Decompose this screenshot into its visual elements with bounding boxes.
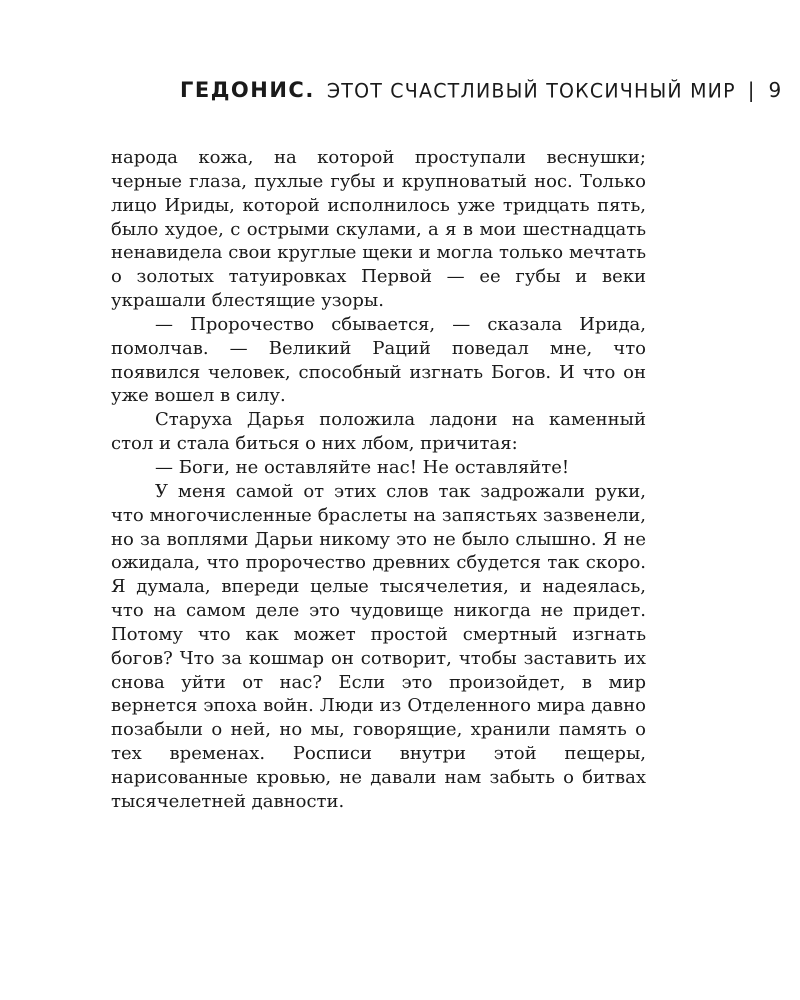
paragraph: У меня самой от этих слов так задрожали руки, что многочисленные браслеты на запястьях зазвенели, но за воплями Дарьи никому это не было слышно. Я не ожидала, что пророчество древних сбудется так скоро. Я думала, впереди целые тысячелетия, и надеялась, что на самом деле это чудовище никогда не придет. Потому что как может простой смертный изгнать богов? Что за кошмар он сотворит, чтобы заставить их снова уйти от нас? Если это произойдет, в мир вернется эпоха войн. Люди из Отделенного мира давно позабыли о ней, но мы, говорящие, хранили память о тех временах. Росписи внутри этой пещеры, нарисованные кровью, не давали нам забыть о битвах тысячелетней давности.	[111, 480, 646, 812]
book-subtitle: ЭТОТ СЧАСТЛИВЫЙ ТОКСИЧНЫЙ МИР	[326, 79, 736, 103]
paragraph: народа кожа, на которой проступали веснушки; черные глаза, пухлые губы и крупноватый нос. Только лицо Ириды, которой исполнилось уже тридцать пять, было худое, с острыми скулами, а я в мои шестнадцать ненавидела свои круглые щеки и могла только мечтать о золотых татуировках Первой — ее губы и веки украшали блестящие узоры.	[111, 147, 646, 312]
page-number: 9	[768, 78, 782, 102]
book-title: ГЕДОНИС.	[180, 78, 315, 102]
page-body	[111, 146, 646, 814]
paragraph: — Боги, не оставляйте нас! Не оставляйте!	[155, 456, 570, 478]
header-separator: |	[747, 78, 755, 102]
running-header	[180, 78, 782, 108]
paragraph: Старуха Дарья положила ладони на каменный стол и стала биться о них лбом, причитая:	[111, 409, 646, 455]
paragraph: — Пророчество сбывается, — сказала Ирида, помолчав. — Великий Раций поведал мне, что появился человек, способный изгнать Богов. И что он уже вошел в силу.	[111, 313, 646, 407]
